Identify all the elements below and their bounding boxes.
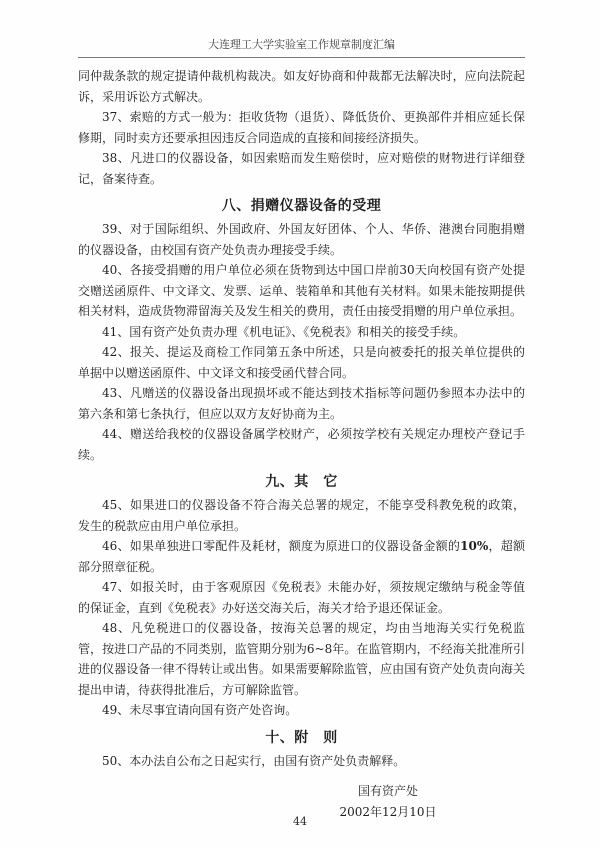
- clause-text: 赠送给我校的仪器设备属学校财产，必须按学校有关规定办理校产登记手续。: [78, 427, 525, 462]
- clause-number: 45、: [102, 498, 130, 512]
- clause-text: 对于国际组织、外国政府、外国友好团体、个人、华侨、港澳台同胞捐赠的仪器设备，由校国有资产处负责办理接受手续。: [78, 222, 525, 257]
- clause-38: [78, 148, 525, 189]
- clause-number: 50、: [102, 753, 130, 768]
- clause-number: 42、: [102, 345, 130, 359]
- clause-45: [78, 495, 525, 536]
- header-rule: [78, 57, 525, 58]
- running-header: 大连理工大学实验室工作规章制度汇编: [208, 38, 395, 51]
- clause-50: [78, 751, 525, 772]
- clause-number: 49、: [102, 703, 130, 717]
- clause-number: 47、: [102, 580, 130, 594]
- signature-date: 2002年12月10日: [339, 804, 437, 819]
- clause-number: 40、: [102, 263, 130, 277]
- clause-text-after: ，超额部分照章征税。: [78, 539, 525, 574]
- clause-number: 38、: [102, 151, 130, 165]
- document-body: [78, 66, 525, 822]
- clause-number: 44、: [102, 427, 130, 441]
- page-number: 44: [293, 815, 307, 828]
- clause-text: 如果进口的仪器设备不符合海关总署的规定，不能享受科教免税的政策，发生的税款应由用户单位承担。: [78, 498, 525, 533]
- section-heading-10: 十、附 则: [265, 729, 338, 746]
- clause-text: 本办法自公布之日起实行，由国有资产处负责解释。: [129, 753, 406, 768]
- clause-text: 凡免税进口的仪器设备，按海关总署的规定，均由当地海关实行免税监管，按进口产品的不同类别，监管期分别为6~8年。在监管期内，不经海关批准所引进的仪器设备一律不得转让或出售。如果需要解除监管，应由国有资产处负责向海关提出申请，待获得批准后，方可解除监管。: [78, 621, 525, 697]
- clause-44: [78, 424, 525, 465]
- clause-number: 37、: [102, 110, 130, 124]
- clause-37: [78, 107, 525, 148]
- clause-number: 41、: [102, 324, 130, 339]
- clause-text: 报关、提运及商检工作同第五条中所述，只是向被委托的报关单位提供的单据中以赠送函原件、中文译文和接受函代替合同。: [78, 345, 525, 380]
- clause-41: [78, 322, 525, 343]
- clause-text: 如报关时，由于客观原因《免税表》未能办好，须按规定缴纳与税金等值的保证金，直到《免税表》办好送交海关后，海关才给予退还保证金。: [78, 580, 525, 615]
- clause-text: 索赔的方式一般为：拒收货物（退货）、降低货价、更换部件并相应延长保修期，同时卖方还要承担因违反合同造成的直接和间接经济损失。: [78, 110, 525, 145]
- clause-number: 39、: [102, 222, 130, 236]
- clause-48: [78, 618, 525, 700]
- clause-42: [78, 342, 525, 383]
- clause-43: [78, 383, 525, 424]
- lead-paragraph: 同仲裁条款的规定提请仲裁机构裁决。如友好协商和仲裁都无法解决时，应向法院起诉，采用诉讼方式解决。: [78, 69, 525, 104]
- clause-47: [78, 577, 525, 618]
- signature-issuer: 国有资产处: [357, 784, 418, 798]
- clause-number: 46、: [102, 539, 130, 553]
- clause-text: 凡赠送的仪器设备出现损坏或不能达到技术指标等问题仍参照本办法中的第六条和第七条执行，但应以双方友好协商为主。: [78, 386, 525, 421]
- clause-text: 各接受捐赠的用户单位必须在货物到达中国口岸前30天向校国有资产处提交赠送函原件、中文译文、发票、运单、装箱单和其他有关材料。如果未能按期提供相关材料，造成货物滞留海关及发生相关的费用，责任由接受捐赠的用户单位承担。: [78, 263, 525, 318]
- clause-49: [78, 700, 525, 721]
- clause-emphasis: 10%: [460, 539, 489, 553]
- clause-text: 如果单独进口零配件及耗材，额度为原进口的仪器设备金额的: [129, 539, 461, 553]
- clause-text: 未尽事宜请向国有资产处咨询。: [129, 703, 298, 717]
- section-heading-8: 八、捐赠仪器设备的受理: [221, 198, 382, 214]
- clause-number: 43、: [102, 386, 130, 400]
- clause-number: 48、: [102, 621, 131, 635]
- clause-46: [78, 536, 525, 577]
- clause-39: [78, 219, 525, 260]
- section-heading-9: 九、其 它: [265, 474, 338, 490]
- clause-40: [78, 260, 525, 322]
- clause-text: 国有资产处负责办理《机电证》、《免税表》和相关的接受手续。: [129, 324, 466, 339]
- clause-text: 凡进口的仪器设备，如因索赔而发生赔偿时，应对赔偿的财物进行详细登记，备案待查。: [78, 151, 525, 186]
